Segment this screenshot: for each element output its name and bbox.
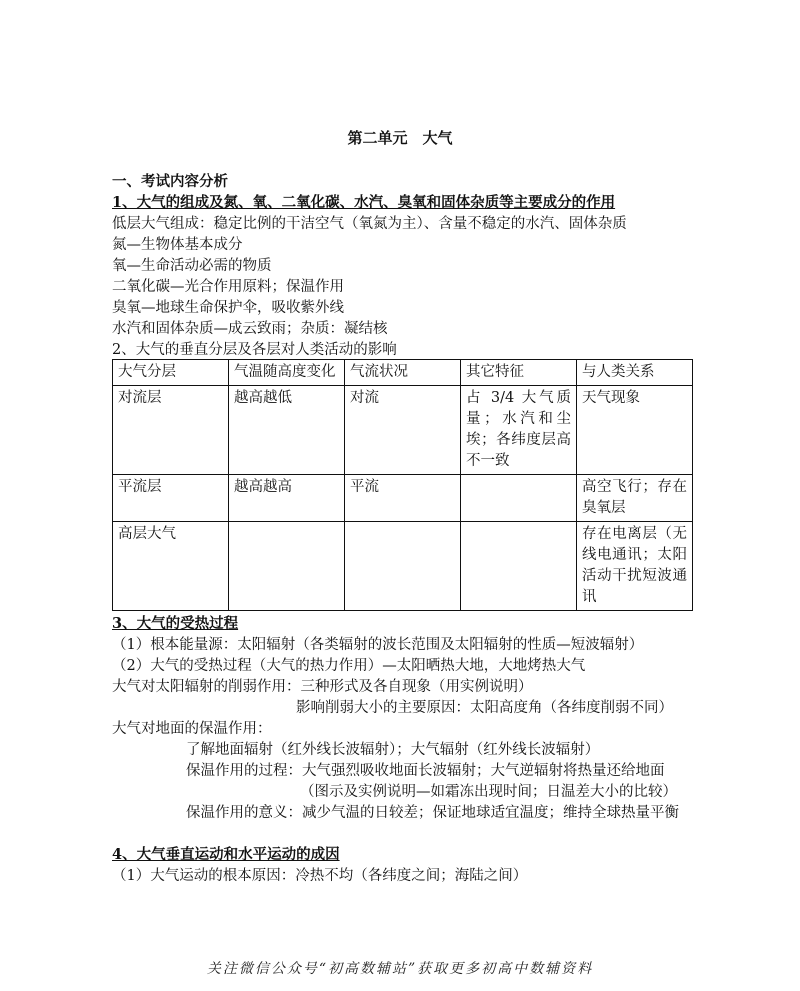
table-header-cell: 与人类关系: [577, 360, 693, 386]
section-1-2-heading: 2、大气的垂直分层及各层对人类活动的影响: [112, 342, 397, 358]
table-cell: 越高越高: [229, 475, 345, 522]
table-cell: 平流: [345, 475, 461, 522]
body-line: 二氧化碳—光合作用原料；保温作用: [112, 279, 344, 295]
body-line: 氧—生命活动必需的物质: [112, 258, 272, 274]
body-line: 大气对地面的保温作用：: [112, 721, 272, 737]
table-header-row: [113, 360, 693, 386]
table-cell: 天气现象: [577, 386, 693, 475]
body-line: 臭氧—地球生命保护伞，吸收紫外线: [112, 300, 344, 316]
body-line: 了解地面辐射（红外线长波辐射）；大气辐射（红外线长波辐射）: [186, 742, 600, 758]
page-footer: 关注微信公众号“初高数辅站”获取更多初高中数辅资料: [206, 961, 594, 977]
page-title: 第二单元 大气: [347, 129, 453, 147]
table-cell: 占 3/4 大气质量；水汽和尘埃；各纬度层高不一致: [461, 386, 577, 475]
table-cell: 存在电离层（无线电通讯；太阳活动干扰短波通讯: [577, 522, 693, 611]
table-cell: [345, 522, 461, 611]
table-cell: 高层大气: [113, 522, 229, 611]
table-cell: 高空飞行；存在臭氧层: [577, 475, 693, 522]
table-cell: 对流: [345, 386, 461, 475]
table-cell: 平流层: [113, 475, 229, 522]
table-cell: [461, 522, 577, 611]
table-cell: [461, 475, 577, 522]
table-header-cell: 大气分层: [113, 360, 229, 386]
body-line: 保温作用的过程：大气强烈吸收地面长波辐射；大气逆辐射将热量还给地面: [186, 763, 665, 779]
body-line: 水汽和固体杂质—成云致雨；杂质：凝结核: [112, 321, 388, 337]
table-row: [113, 522, 693, 611]
body-line: 氮—生物体基本成分: [112, 237, 243, 253]
body-line: （1）大气运动的根本原因：冷热不均（各纬度之间；海陆之间）: [112, 868, 528, 884]
section-3-heading: 3、大气的受热过程: [112, 615, 239, 632]
atmosphere-layers-table: [112, 359, 693, 611]
table-header-cell: 气温随高度变化: [229, 360, 345, 386]
table-row: [113, 475, 693, 522]
section-1-1-heading: 1、大气的组成及氮、氧、二氧化碳、水汽、臭氧和固体杂质等主要成分的作用: [112, 194, 616, 211]
table-header-cell: 其它特征: [461, 360, 577, 386]
body-line: （1）根本能量源：太阳辐射（各类辐射的波长范围及太阳辐射的性质—短波辐射）: [112, 637, 644, 653]
body-line: 保温作用的意义：减少气温的日较差；保证地球适宜温度；维持全球热量平衡: [186, 805, 679, 821]
table-header-cell: 气流状况: [345, 360, 461, 386]
body-line: （图示及实例说明—如霜冻出现时间；日温差大小的比较）: [300, 784, 677, 800]
body-line: 低层大气组成：稳定比例的干洁空气（氧氮为主）、含量不稳定的水汽、固体杂质: [112, 216, 627, 232]
section-1-heading: 一、考试内容分析: [112, 173, 228, 190]
body-line: （2）大气的受热过程（大气的热力作用）—太阳晒热大地，大地烤热大气: [112, 658, 586, 674]
body-line: 大气对太阳辐射的削弱作用：三种形式及各自现象（用实例说明）: [112, 679, 533, 695]
table-row: [113, 386, 693, 475]
body-line: 影响削弱大小的主要原因：太阳高度角（各纬度削弱不同）: [296, 700, 673, 716]
table-cell: 对流层: [113, 386, 229, 475]
section-4-heading: 4、大气垂直运动和水平运动的成因: [112, 846, 340, 863]
table-cell: 越高越低: [229, 386, 345, 475]
table-cell: [229, 522, 345, 611]
